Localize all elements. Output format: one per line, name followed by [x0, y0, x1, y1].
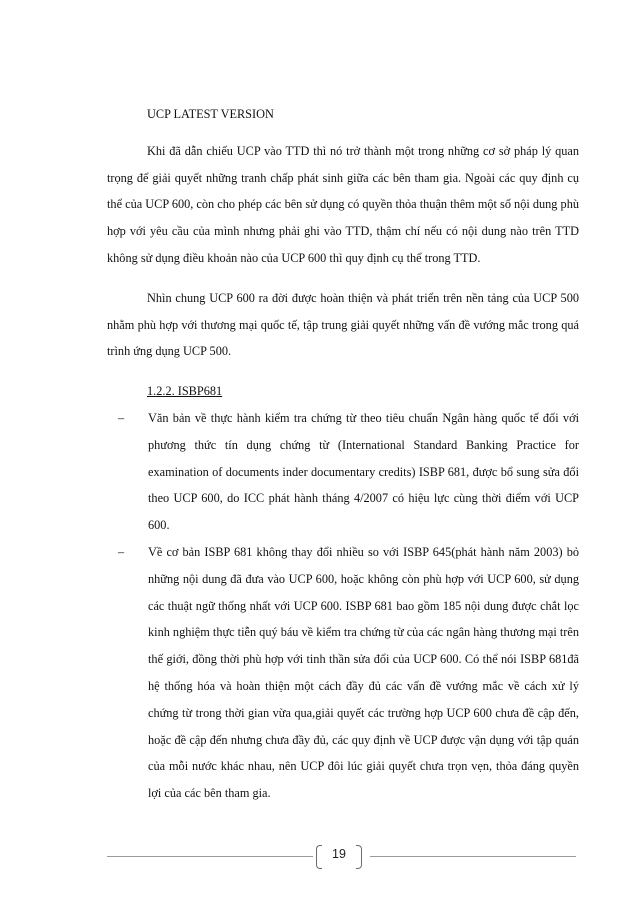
- subsection-title-text: 1.2.2. ISBP681: [147, 384, 223, 399]
- bullet-list: [107, 405, 579, 807]
- list-item: [107, 539, 579, 807]
- footer-divider-right: [370, 856, 576, 857]
- list-item-text: Văn bản về thực hành kiểm tra chứng từ theo tiêu chuẩn Ngân hàng quốc tế đối với phương thức tín dụng chứng từ (International Standard Banking Practice for examination of documents inder documentary credits) ISBP 681, được bổ sung sửa đổi theo UCP 600, do ICC phát hành tháng 4/2007 có hiệu lực cùng thời điểm với UCP 600.: [148, 410, 579, 533]
- paragraph-ucp-reference: Khi đã dẫn chiếu UCP vào TTD thì nó trở thành một trong những cơ sở pháp lý quan trọng để giải quyết những tranh chấp phát sinh giữa các bên tham gia. Ngoài các quy định cụ thể của UCP 600, còn cho phép các bên sử dụng có quyền thỏa thuận thêm một số nội dung phù hợp với yêu cầu của mình nhưng phải ghi vào TTD, thậm chí nếu có nội dung nào trên TTD không sử dụng điều khoản nào của UCP 600 thì quy định cụ thể trong TTD.: [107, 143, 579, 265]
- page-number-right-bracket: [356, 845, 362, 869]
- dash-bullet-icon: –: [118, 410, 125, 425]
- footer-divider-left: [107, 856, 313, 857]
- dash-bullet-icon: –: [118, 544, 125, 559]
- paragraph-ucp-overview: Nhìn chung UCP 600 ra đời được hoàn thiện và phát triển trên nền tảng của UCP 500 nhằm phù hợp với thương mại quốc tế, tập trung giải quyết những vấn đề vướng mắc trong quá trình ứng dụng UCP 500.: [107, 290, 579, 359]
- page-number: 19: [332, 847, 346, 861]
- subsection-title: [107, 378, 579, 405]
- list-item: [107, 405, 579, 539]
- page-body: [107, 101, 579, 807]
- section-title: UCP LATEST VERSION: [147, 107, 274, 121]
- list-item-text: Về cơ bản ISBP 681 không thay đổi nhiều so với ISBP 645(phát hành năm 2003) bỏ những nội dung đã đưa vào UCP 600, hoặc không còn phù hợp với UCP 600, sử dụng các thuật ngữ thống nhất với UCP 600. ISBP 681 bao gồm 185 nội dung được chắt lọc kinh nghiệm thực tiễn quý báu về kiểm tra chứng từ của các ngân hàng thương mại trên thế giới, đồng thời phù hợp với tinh thần sửa đổi của UCP 600. Có thể nói ISBP 681đã hệ thống hóa và hoàn thiện một cách đầy đủ các vấn đề vướng mắc về cách xử lý chứng từ trong thời gian vừa qua,giải quyết các trường hợp UCP 600 chưa đề cập đến, hoặc đề cập đến nhưng chưa đầy đủ, các quy định về UCP được vận dụng với tập quán của mỗi nước khác nhau, nên UCP đôi lúc giải quyết chưa trọn vẹn, thỏa đáng quyền lợi của các bên tham gia.: [148, 544, 579, 801]
